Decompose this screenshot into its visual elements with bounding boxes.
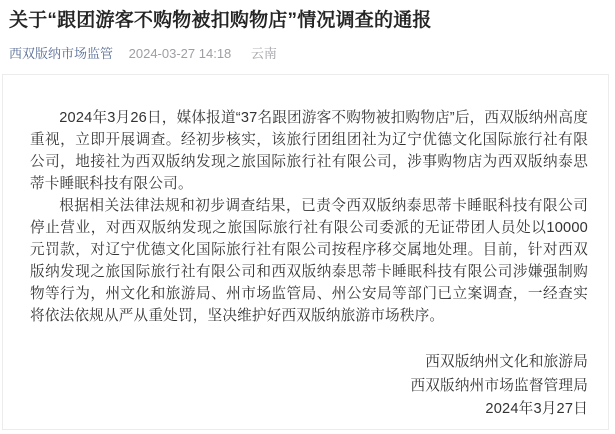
article-paragraph: 2024年3月26日，媒体报道“37名跟团游客不购物被扣购物店”后，西双版纳州高度重视，立即开展调查。经初步核实，该旅行团组团社为辽宁优德文化国际旅行社有限公司，地接社为西双版纳发现之旅国际旅行社有限公司，涉事购物店为西双版纳泰思蒂卡睡眠科技有限公司。 <box>30 110 588 192</box>
signature-agency: 西双版纳州市场监督管理局 <box>410 377 588 394</box>
article-body <box>2 74 609 430</box>
signature-date: 2024年3月27日 <box>485 401 588 417</box>
publish-timestamp: 2024-03-27 14:18 <box>128 46 232 61</box>
article-meta <box>0 32 615 62</box>
source-account-link[interactable]: 西双版纳市场监管 <box>9 46 114 61</box>
article-paragraph: 根据相关法律法规和初步调查结果，已责令西双版纳泰思蒂卡睡眠科技有限公司停止营业，对西双版纳发现之旅国际旅行社有限公司委派的无证带团人员处以10000元罚款，对辽宁优德文化国际旅行社有限公司按程序移交属地处理。目前，针对西双版纳发现之旅国际旅行社有限公司和西双版纳泰思蒂卡睡眠科技有限公司涉嫌强制购物等行为，州文化和旅游局、州市场监管局、州公安局等部门已立案调查，一经查实将依法依规从严从重处罚，坚决维护好西双版纳旅游市场秩序。 <box>30 198 588 324</box>
signature-agency: 西双版纳州文化和旅游局 <box>425 354 588 370</box>
signature-block <box>30 351 588 422</box>
region-label: 云南 <box>250 46 277 61</box>
page-title: 关于“跟团游客不购物被扣购物店”情况调查的通报 <box>9 10 432 31</box>
